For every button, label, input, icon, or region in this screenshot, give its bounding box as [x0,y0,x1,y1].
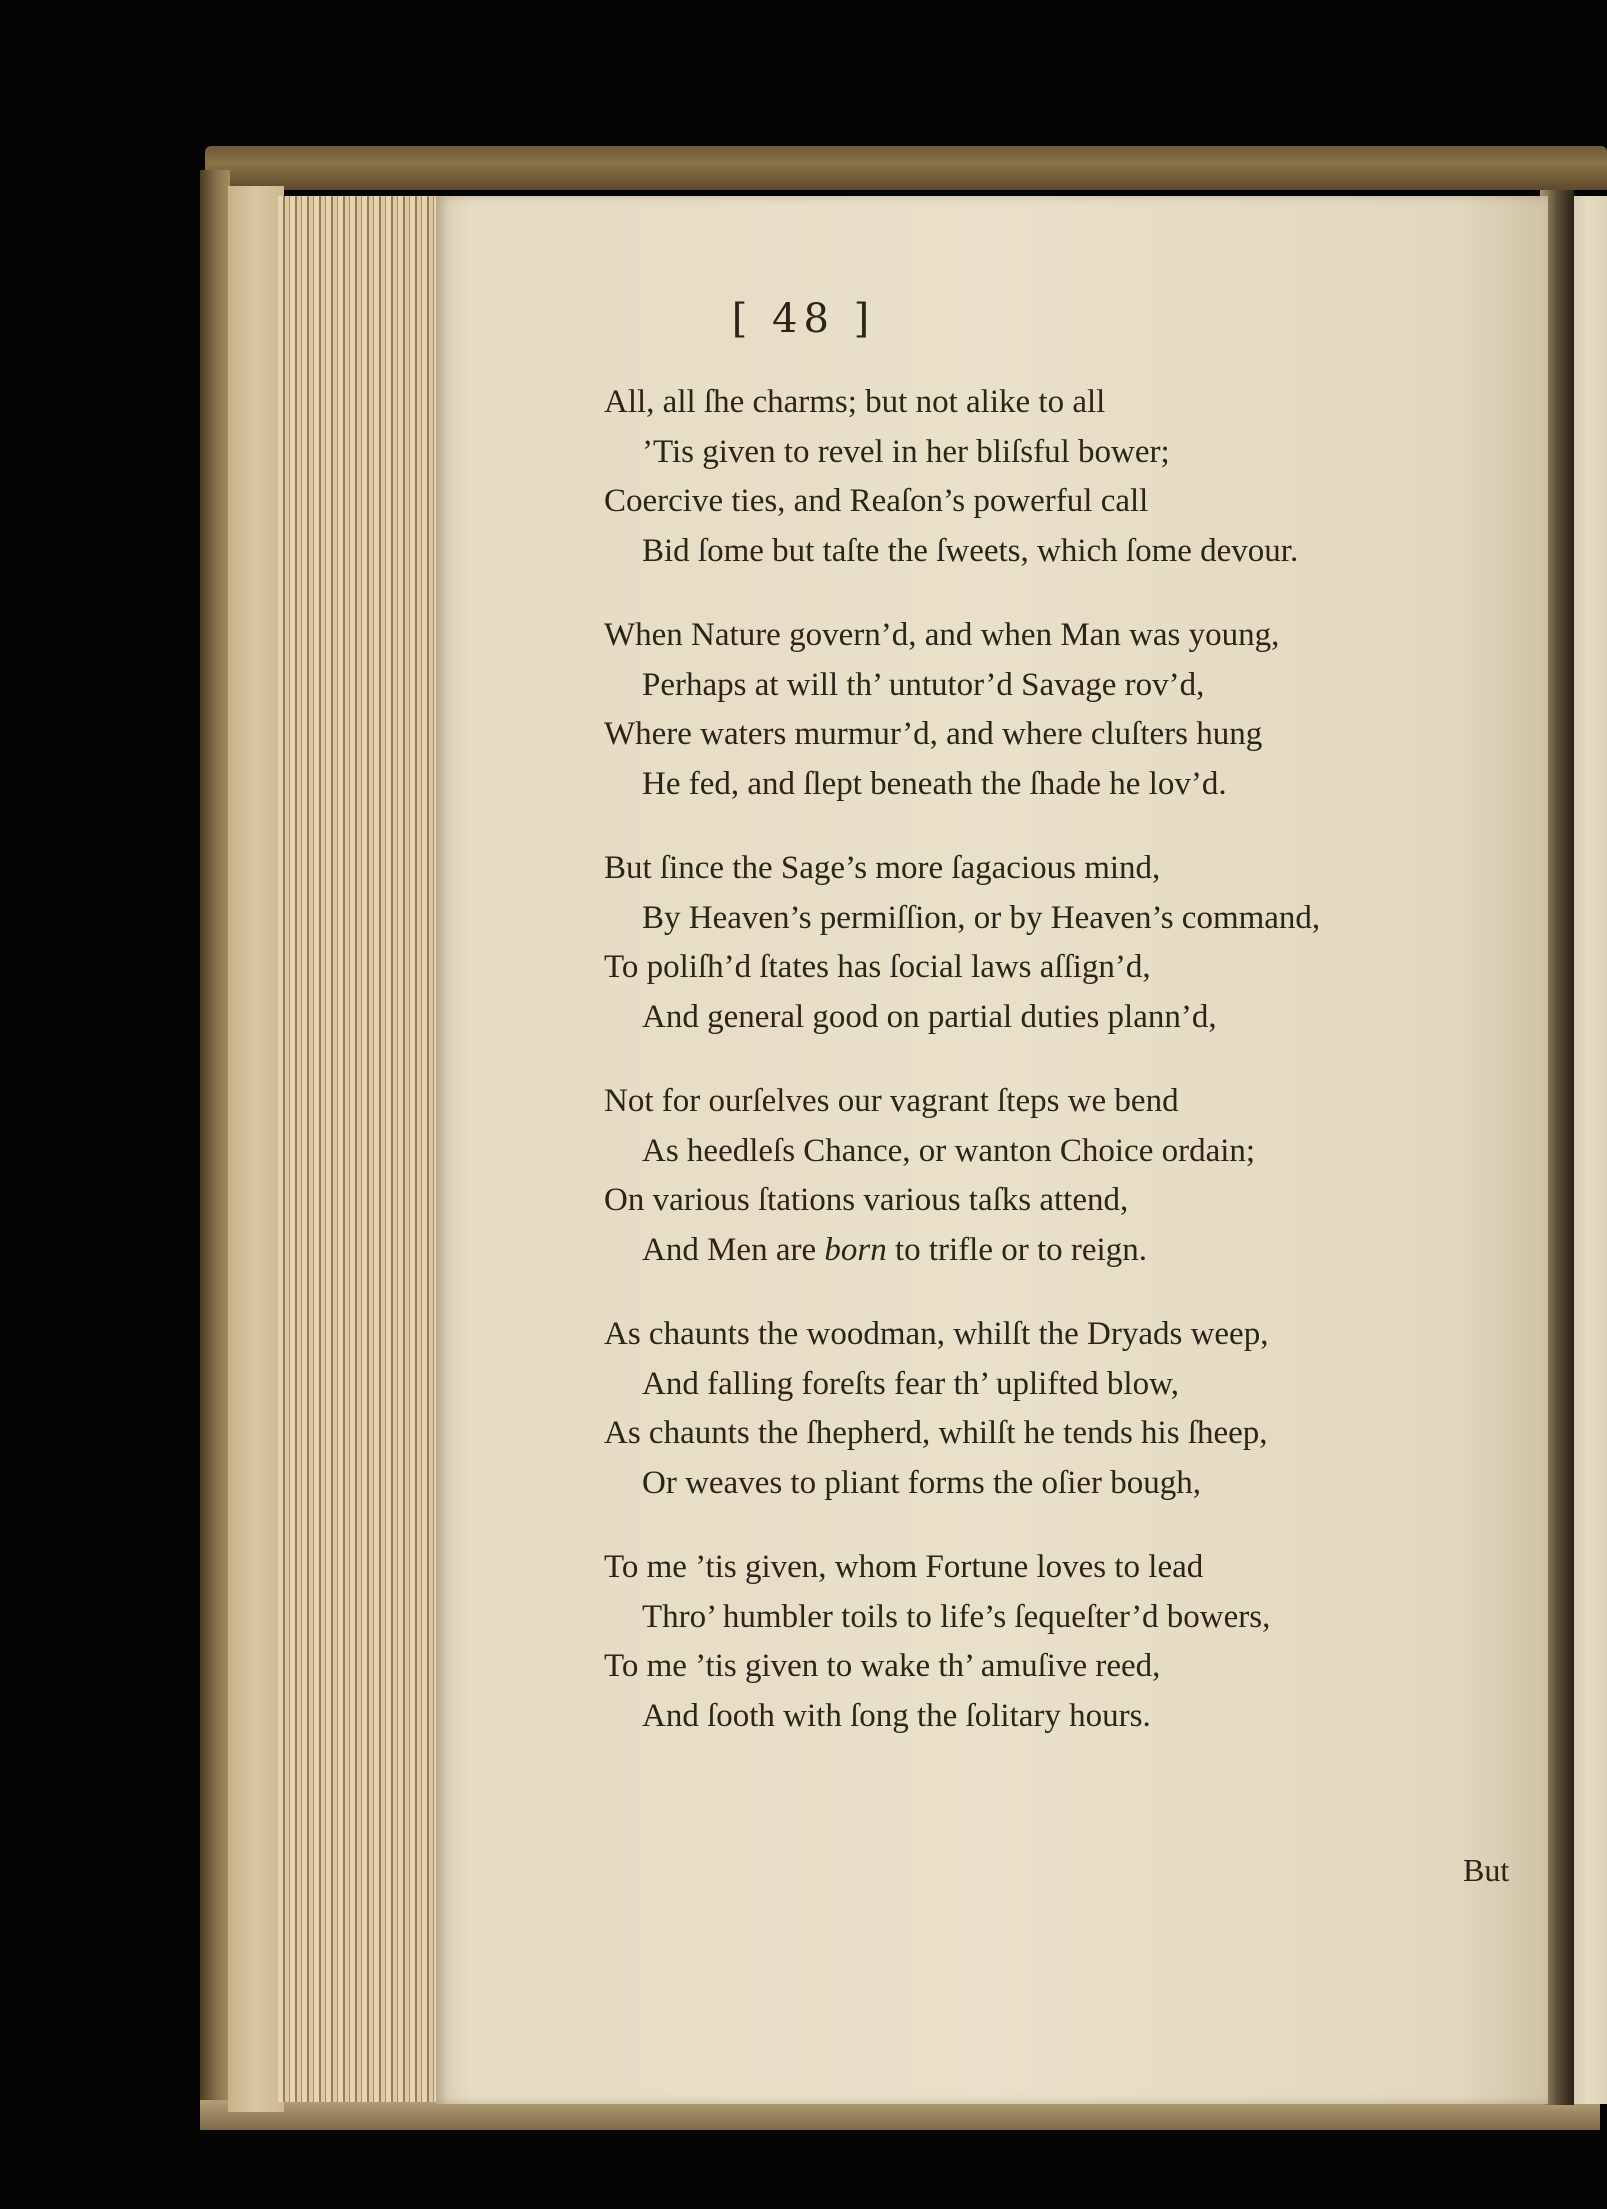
poem-line: And ſooth with ſong the ſolitary hours. [642,1697,1151,1734]
poem-line: By Heaven’s permiſſion, or by Heaven’s command, [642,899,1321,936]
book-board-top [205,146,1607,190]
poem-line: And falling foreſts fear th’ uplifted blow, [642,1365,1180,1402]
poem-line: He fed, and ſlept beneath the ſhade he lov’d. [642,765,1227,802]
poem-line: On various ſtations various taſks attend, [604,1182,1129,1218]
poem-line: Coercive ties, and Reaſon’s powerful call [604,483,1149,519]
poem-line: All, all ſhe charms; but not alike to all [604,384,1106,420]
poem-line: Thro’ humbler toils to life’s ſequeſter’d bowers, [642,1598,1271,1635]
poem-line: As chaunts the woodman, whilſt the Dryads weep, [604,1316,1269,1352]
page-stack [278,196,438,2102]
stanza [604,378,1534,576]
stanza [604,1310,1534,1508]
poem-line: To poliſh’d ſtates has ſocial laws aſſign’d, [604,949,1151,985]
stanza [604,1077,1534,1275]
poem-body [604,378,1534,1776]
book-board-left [200,170,230,2130]
poem-line: Not for ourſelves our vagrant ſteps we bend [604,1083,1179,1119]
poem-line [604,1226,1534,1276]
poem-line: But ſince the Sage’s more ſagacious mind, [604,850,1161,886]
poem-line: As heedleſs Chance, or wanton Choice ordain; [642,1132,1256,1169]
catchword: But [1463,1852,1510,1888]
stanza [604,844,1534,1042]
poem-line: And general good on partial duties plann’d, [642,998,1217,1035]
line-text: to trifle or to reign. [886,1231,1147,1268]
poem-line: When Nature govern’d, and when Man was young, [604,617,1280,653]
stanza [604,1543,1534,1741]
line-text: And Men are [642,1231,825,1268]
book-board-bottom [200,2100,1600,2130]
poem-line: To me ’tis given to wake th’ amuſive reed, [604,1648,1161,1684]
page-number: [ 48 ] [731,296,876,342]
poem-line: To me ’tis given, whom Fortune loves to lead [604,1549,1204,1585]
poem-line: As chaunts the ſhepherd, whilſt he tends his ſheep, [604,1415,1268,1451]
stanza [604,611,1534,809]
poem-line: ’Tis given to revel in her bliſsful bower; [642,433,1170,470]
italic-word: born [824,1231,887,1268]
poem-line: Perhaps at will th’ untutor’d Savage rov’d, [642,666,1205,703]
poem-line: Where waters murmur’d, and where cluſters hung [604,716,1263,752]
poem-line: Bid ſome but taſte the ſweets, which ſome devour. [642,532,1299,569]
page-fore-edge [228,186,284,2112]
poem-line: Or weaves to pliant forms the oſier bough, [642,1464,1202,1501]
